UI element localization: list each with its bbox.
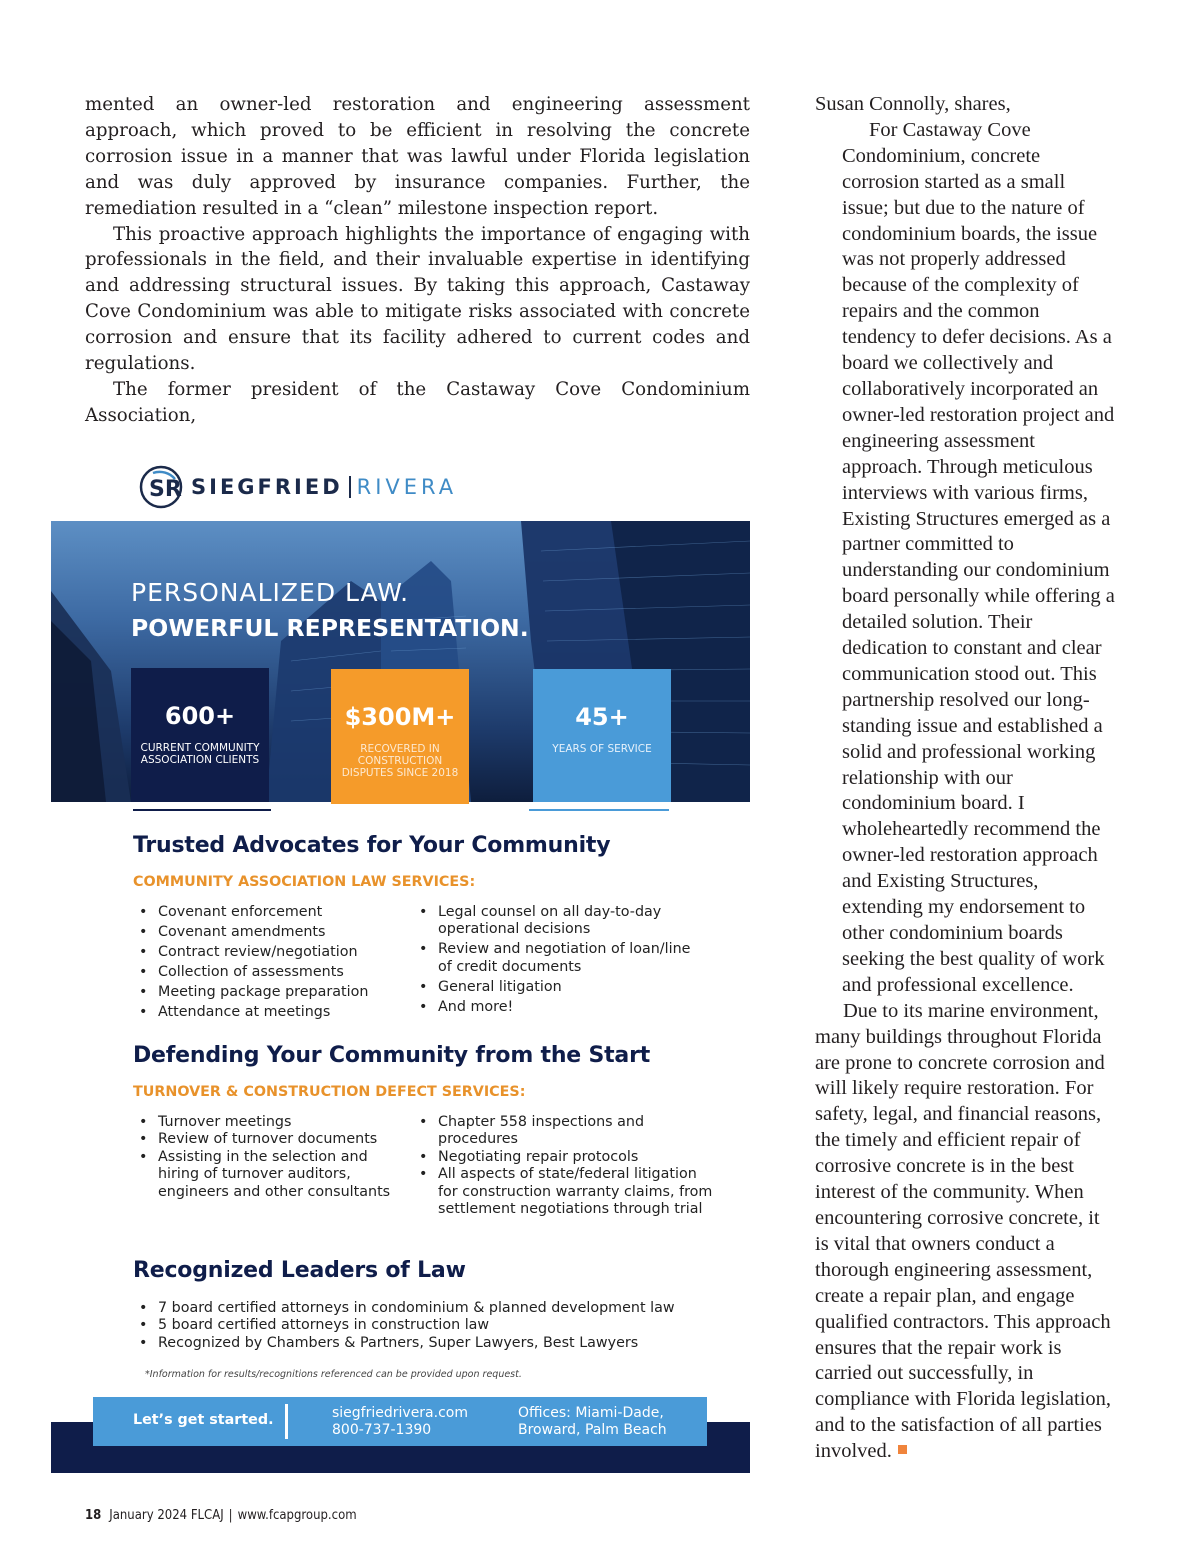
list-item: • Recognized by Chambers & Partners, Super Lawyers, Best Lawyers [133,1335,733,1352]
page-number: 18 [85,1508,102,1523]
section-subheading-turnover: TURNOVER & CONSTRUCTION DEFECT SERVICES: [133,1084,526,1100]
stat-label: YEARS OF SERVICE [552,743,652,755]
article-left-column [85,92,750,429]
logo-name-siegfried: SIEGFRIED [191,475,343,499]
list-item: • Contract review/negotiation [133,944,403,961]
section-heading-recognized: Recognized Leaders of Law [133,1258,466,1283]
list-item: • All aspects of state/federal litigation for construction warranty claims, from settlement negotiations through trial [413,1166,713,1218]
section-heading-defending: Defending Your Community from the Start [133,1043,651,1068]
publication-name: FLCAJ [190,1508,224,1523]
contact-bar [93,1397,707,1446]
stat-label: RECOVERED IN CONSTRUCTION DISPUTES SINCE 2018 [341,743,459,779]
list-item: • Covenant amendments [133,924,403,941]
article-right-column [815,92,1115,1465]
navy-underline [133,809,271,811]
list-item: • 5 board certified attorneys in construction law [133,1317,733,1334]
list-item: • Turnover meetings [133,1114,398,1131]
end-of-article-mark [898,1445,907,1454]
logo-divider [349,476,351,498]
stat-card-years [533,669,671,802]
stat-value: $300M+ [344,703,456,731]
testimonial-quote: For Castaway Cove Condominium, concrete corrosion started as a small issue; but due to the nature of condominium boards, the issue was not properly addressed because of the complexity of repairs and the common tendency to defer decisions. As a board we collectively and collaboratively incorporated an owner-led restoration project and engineering assessment approach. Through meticulous interviews with various firms, Existing Structures emerged as a partner committed to understanding our condominium board personally while offering a detailed solution. Their dedication to constant and clear communication stood out. This partnership resolved our long-standing issue and established a solid and professional working relationship with our condominium board. I wholeheartedly recommend the owner-led restoration approach and Existing Structures, extending my endorsement to other condominium boards seeking the best quality of work and professional excellence. [842,118,1115,996]
turnover-services-list-2 [413,1114,713,1218]
offices-line: Offices: Miami-Dade, [518,1405,664,1421]
stat-value: 45+ [575,703,629,731]
closing-text: Due to its marine environment, many buildings throughout Florida are prone to concrete corrosion and will likely require restoration. For safety, legal, and financial reasons, the timely and efficient repair of corrosive concrete is in the best interest of the community. When encountering corrosive concrete, it is vital that owners conduct a thorough engineering assessment, create a repair plan, and engage qualified contractors. This approach ensures that the repair work is carried out successfully, in compliance with Florida legislation, and to the satisfaction of all parties involved. [815,999,1112,1463]
list-item: • Chapter 558 inspections and procedures [413,1114,713,1149]
section-subheading-community: COMMUNITY ASSOCIATION LAW SERVICES: [133,874,476,890]
list-item: • General litigation [413,979,708,996]
hero-headline-line-2: POWERFUL REPRESENTATION. [131,614,529,642]
blue-underline [529,809,669,811]
closing-paragraph [815,999,1115,1465]
list-item: • And more! [413,999,708,1016]
community-services-list-1 [133,904,403,1023]
contact-web-phone [332,1405,468,1439]
quote-lead: Susan Connolly, shares, [815,93,1011,115]
list-item: • Covenant enforcement [133,904,403,921]
list-item: • Collection of assessments [133,964,403,981]
list-item: • Review and negotiation of loan/line of credit documents [413,941,708,976]
community-services-list-2 [413,904,708,1018]
article-paragraph: This proactive approach highlights the importance of engaging with professionals in the field, and their invaluable expertise in identifying and addressing structural issues. By taking this approach, Castaway Cove Condominium was able to mitigate risks associated with concrete corrosion and ensure that its facility adhered to current codes and regulations. [85,223,750,375]
list-item: • Assisting in the selection and hiring of turnover auditors, engineers and other consultants [133,1149,398,1201]
list-item: • Negotiating repair protocols [413,1149,713,1166]
cta-text: Let’s get started. [133,1412,274,1428]
issue-date: January 2024 [109,1508,188,1523]
list-item: • Meeting package preparation [133,984,403,1001]
list-item: • 7 board certified attorneys in condominium & planned development law [133,1300,733,1317]
office-locations [518,1405,667,1439]
logo-mark-text: SR [149,477,182,502]
siegfried-rivera-logo [139,463,457,511]
list-item: • Review of turnover documents [133,1131,398,1148]
page-footer [85,1508,357,1523]
phone-number: 800-737-1390 [332,1422,432,1438]
cta-divider [285,1404,288,1439]
stat-value: 600+ [164,702,236,730]
logo-name-rivera: RIVERA [356,475,458,499]
turnover-services-list-1 [133,1114,398,1201]
footer-separator: | [228,1508,233,1523]
hero-headline-line-1: PERSONALIZED LAW. [131,578,410,607]
website-link[interactable]: siegfriedrivera.com [332,1405,468,1421]
publication-url[interactable]: www.fcapgroup.com [237,1508,357,1523]
list-item: • Legal counsel on all day-to-day operational decisions [413,904,708,939]
stat-card-recovered [331,669,469,804]
siegfried-rivera-advertisement [51,455,750,1473]
stat-label: CURRENT COMMUNITY ASSOCIATION CLIENTS [140,742,260,766]
list-item: • Attendance at meetings [133,1004,403,1021]
recognition-list [133,1300,733,1352]
disclaimer-note: *Information for results/recognitions referenced can be provided upon request. [145,1369,522,1380]
offices-line: Broward, Palm Beach [518,1422,667,1438]
article-paragraph: mented an owner-led restoration and engineering assessment approach, which proved to be efficient in resolving the concrete corrosion issue in a manner that was lawful under Florida legislation and was duly approved by insurance companies. Further, the remediation resulted in a “clean” milestone inspection report. [85,94,750,219]
article-paragraph: The former president of the Castaway Cove Condominium Association, [85,378,750,426]
sr-monogram-icon [139,465,183,509]
stat-card-clients [131,668,269,802]
section-heading-trusted: Trusted Advocates for Your Community [133,833,611,858]
